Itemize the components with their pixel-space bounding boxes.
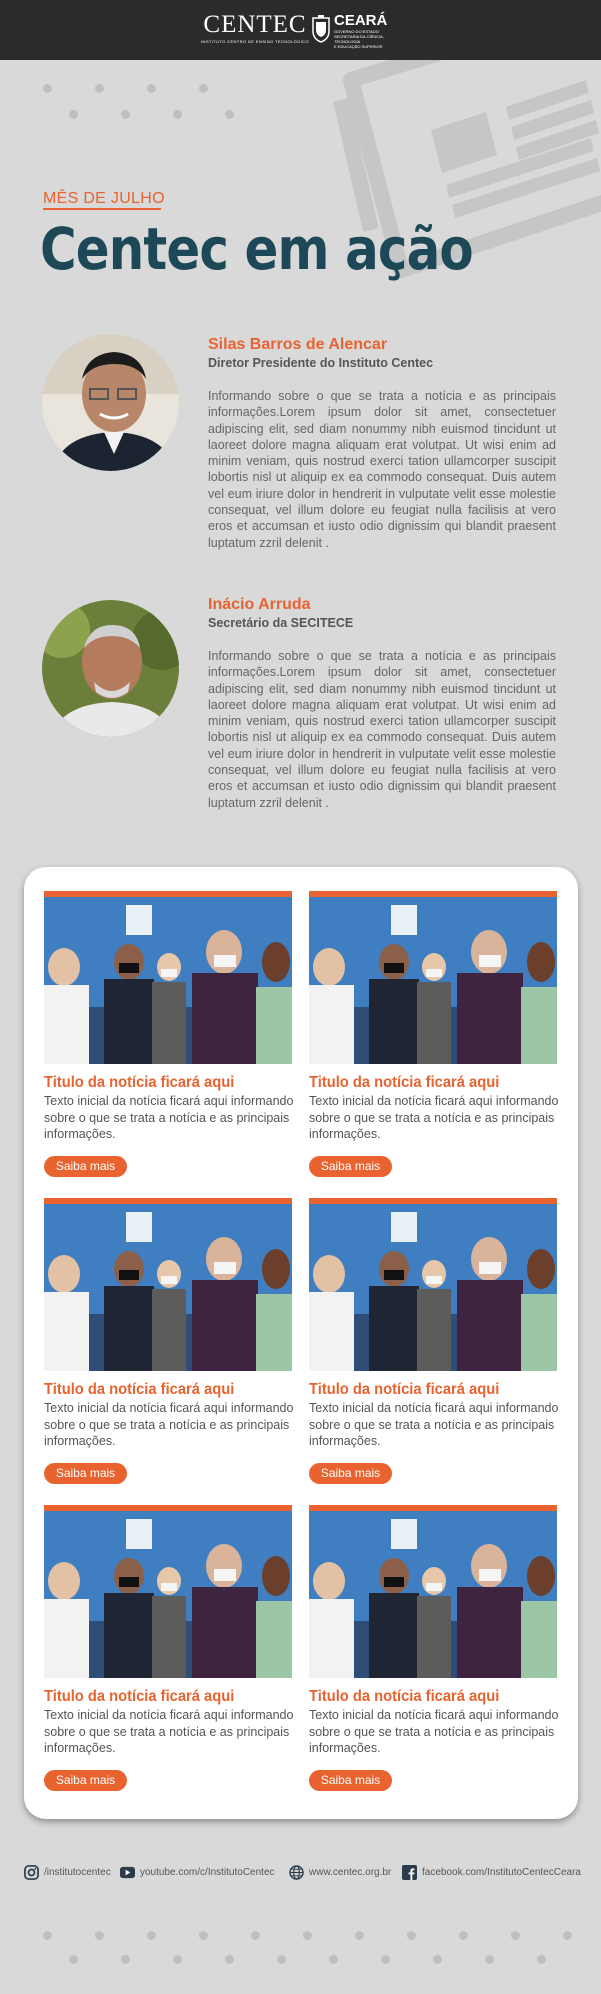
globe-icon [289,1865,304,1880]
ceara-seal-icon [312,15,330,43]
news-photo[interactable] [44,1511,292,1678]
ceara-tagline-1: GOVERNO DO ESTADO [334,29,379,34]
read-more-button[interactable]: Saiba mais [309,1156,392,1177]
kicker-underline [43,208,161,210]
facebook-icon [402,1865,417,1880]
ceara-tagline-3: E EDUCAÇÃO SUPERIOR [334,44,383,49]
news-photo[interactable] [309,897,557,1064]
read-more-button[interactable]: Saiba mais [44,1463,127,1484]
news-title[interactable]: Titulo da notícia ficará aqui [44,1074,235,1091]
news-text: Texto inicial da notícia ficará aqui informando sobre o que se trata a notícia e as principais informações. [44,1401,294,1448]
news-text: Texto inicial da notícia ficará aqui informando sobre o que se trata a notícia e as principais informações. [44,1708,294,1755]
news-text: Texto inicial da notícia ficará aqui informando sobre o que se trata a notícia e as principais informações. [309,1094,559,1141]
ceara-logo[interactable] [312,13,402,47]
facebook-label: facebook.com/InstitutoCentecCeara [422,1866,581,1878]
website-link[interactable] [289,1860,391,1884]
person-role: Diretor Presidente do Instituto Centec [208,356,434,370]
news-photo[interactable] [44,897,292,1064]
read-more-button[interactable]: Saiba mais [309,1463,392,1484]
youtube-icon [120,1865,135,1880]
centec-logo[interactable] [195,13,315,44]
person-role: Secretário da SECITECE [208,616,354,630]
person-name: Silas Barros de Alencar [208,336,388,353]
centec-logo-tagline: INSTITUTO CENTRO DE ENSINO TECNOLÓGICO [201,39,309,44]
read-more-button[interactable]: Saiba mais [44,1156,127,1177]
youtube-link[interactable] [120,1860,275,1884]
instagram-icon [24,1865,39,1880]
news-text: Texto inicial da notícia ficará aqui informando sobre o que se trata a notícia e as principais informações. [44,1094,294,1141]
news-title[interactable]: Titulo da notícia ficará aqui [309,1074,500,1091]
avatar-inacio [42,600,179,737]
instagram-link[interactable] [24,1860,111,1884]
person-text: Informando sobre o que se trata a notícia e as principais informações.Lorem ipsum dolor sit amet, consectetuer adipiscing elit, sed diam nonummy nibh euismod tincidunt ut laoreet dolore magna aliquam erat volutpat. Ut wisi enim ad minim veniam, quis nostrud exerci tation ullamcorper suscipit lobortis nisl ut aliquip ex ea commodo consequat. Duis autem vel eum iriure dolor in hendrerit in vulputate velit esse molestie consequat, vel illum dolore eu feugiat nulla facilisis at vero eros et accumsan et iusto odio dignissim qui blandit praesent luptatum zzril delenit . [208,649,556,810]
news-title[interactable]: Titulo da notícia ficará aqui [44,1688,235,1705]
news-photo[interactable] [309,1511,557,1678]
news-photo[interactable] [309,1204,557,1371]
facebook-link[interactable] [402,1860,581,1884]
person-name: Inácio Arruda [208,596,311,613]
page-title: Centec em ação [40,215,473,283]
news-text: Texto inicial da notícia ficará aqui informando sobre o que se trata a notícia e as principais informações. [309,1708,559,1755]
news-title[interactable]: Titulo da notícia ficará aqui [309,1381,500,1398]
ceara-tagline-2: SECRETARIA DA CIÊNCIA, TECNOLOGIA [334,34,384,44]
news-title[interactable]: Titulo da notícia ficará aqui [309,1688,500,1705]
website-label: www.centec.org.br [309,1866,392,1878]
person-text: Informando sobre o que se trata a notícia e as principais informações.Lorem ipsum dolor sit amet, consectetuer adipiscing elit, sed diam nonummy nibh euismod tincidunt ut laoreet dolore magna aliquam erat volutpat. Ut wisi enim ad minim veniam, quis nostrud exerci tation ullamcorper suscipit lobortis nisl ut aliquip ex ea commodo consequat. Duis autem vel eum iriure dolor in hendrerit in vulputate velit esse molestie consequat, vel illum dolore eu feugiat nulla facilisis at vero eros et accumsan et iusto odio dignissim qui blandit praesent luptatum zzril delenit . [208,389,556,550]
read-more-button[interactable]: Saiba mais [44,1770,127,1791]
centec-logo-text: CENTEC [203,11,307,38]
header-bar [0,0,601,60]
news-text: Texto inicial da notícia ficará aqui informando sobre o que se trata a notícia e as principais informações. [309,1401,559,1448]
instagram-label: /institutocentec [44,1866,111,1878]
news-photo[interactable] [44,1204,292,1371]
news-title[interactable]: Titulo da notícia ficará aqui [44,1381,235,1398]
ceara-logo-text: CEARÁ [334,12,388,29]
footer-social-bar [0,1860,601,1884]
month-kicker: MÊS DE JULHO [43,190,165,207]
avatar-silas [42,334,179,471]
read-more-button[interactable]: Saiba mais [309,1770,392,1791]
youtube-label: youtube.com/c/InstitutoCentec [140,1866,275,1878]
news-section [24,867,578,1819]
